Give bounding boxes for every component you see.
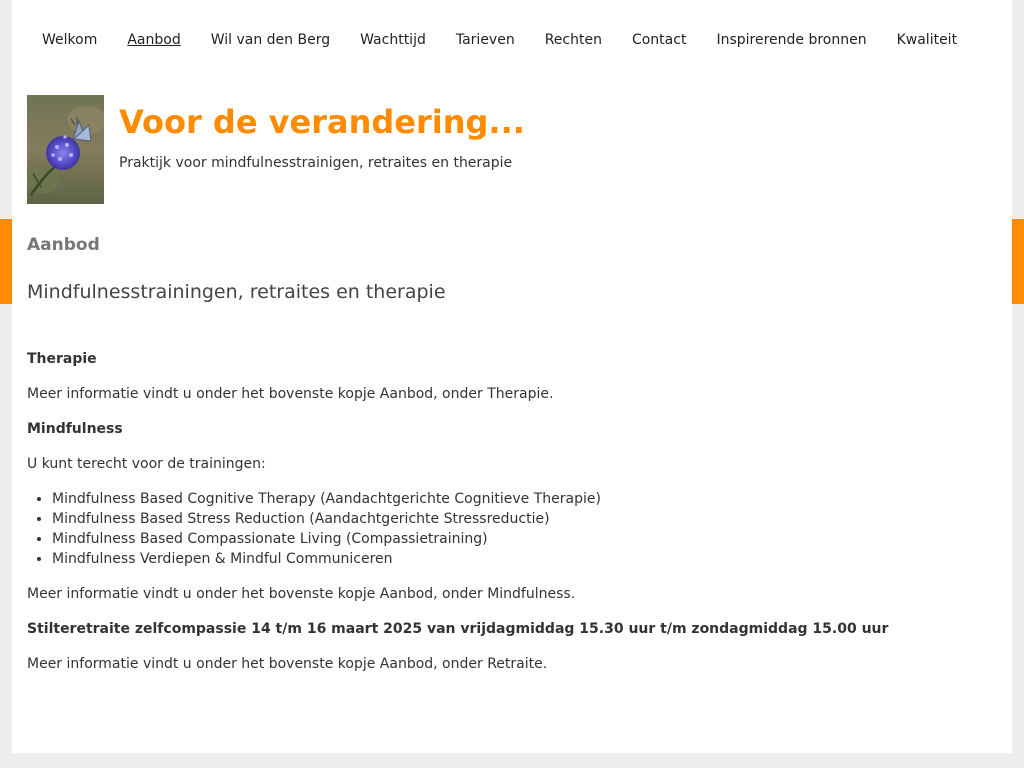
list-item: • Mindfulness Based Stress Reduction (Aandachtgerichte Stressreductie)	[52, 509, 987, 529]
page-heading: Aanbod	[27, 235, 100, 255]
site-title[interactable]: Voor de verandering...	[119, 103, 525, 141]
logo-butterfly-flower-image[interactable]	[27, 95, 104, 204]
mindfulness-text: Meer informatie vindt u onder het bovenste kopje Aanbod, onder Mindfulness.	[27, 586, 576, 602]
therapy-title: Therapie	[27, 351, 97, 367]
site-tagline: Praktijk voor mindfulnesstrainigen, retraites en therapie	[119, 155, 513, 171]
main-content	[27, 233, 987, 689]
nav-item-rechten[interactable]: Rechten	[544, 32, 602, 48]
nav-item-welkom[interactable]: Welkom	[42, 32, 98, 48]
nav-item-aanbod[interactable]: Aanbod	[127, 32, 181, 48]
mindfulness-title: Mindfulness	[27, 421, 123, 437]
list-item: • Mindfulness Based Cognitive Therapy (Aandachtgerichte Cognitieve Therapie)	[52, 489, 987, 509]
main-navigation	[12, 29, 972, 53]
retreat-text: Meer informatie vindt u onder het bovenste kopje Aanbod, onder Retraite.	[27, 656, 548, 672]
list-item: • Mindfulness Based Compassionate Living (Compassietraining)	[52, 529, 987, 549]
nav-item-wil-van-den-berg[interactable]: Wil van den Berg	[210, 32, 331, 48]
content-body	[27, 349, 987, 674]
nav-item-contact[interactable]: Contact	[631, 32, 687, 48]
retreat-title: Stilteretraite zelfcompassie 14 t/m 16 maart 2025 van vrijdagmiddag 15.30 uur t/m zondagmiddag 15.00 uur	[27, 621, 889, 637]
mindfulness-intro: U kunt terecht voor de trainingen:	[27, 456, 266, 472]
list-item: • Mindfulness Verdiepen & Mindful Communiceren	[52, 549, 987, 569]
training-list	[27, 489, 987, 569]
therapy-text: Meer informatie vindt u onder het bovenste kopje Aanbod, onder Therapie.	[27, 386, 554, 402]
nav-item-kwaliteit[interactable]: Kwaliteit	[896, 32, 958, 48]
nav-item-wachttijd[interactable]: Wachttijd	[360, 32, 426, 48]
nav-item-tarieven[interactable]: Tarieven	[455, 32, 515, 48]
page-container	[12, 0, 1012, 753]
page-subheading: Mindfulnesstrainingen, retraites en therapie	[27, 281, 446, 303]
nav-item-inspirerende-bronnen[interactable]: Inspirerende bronnen	[716, 32, 867, 48]
